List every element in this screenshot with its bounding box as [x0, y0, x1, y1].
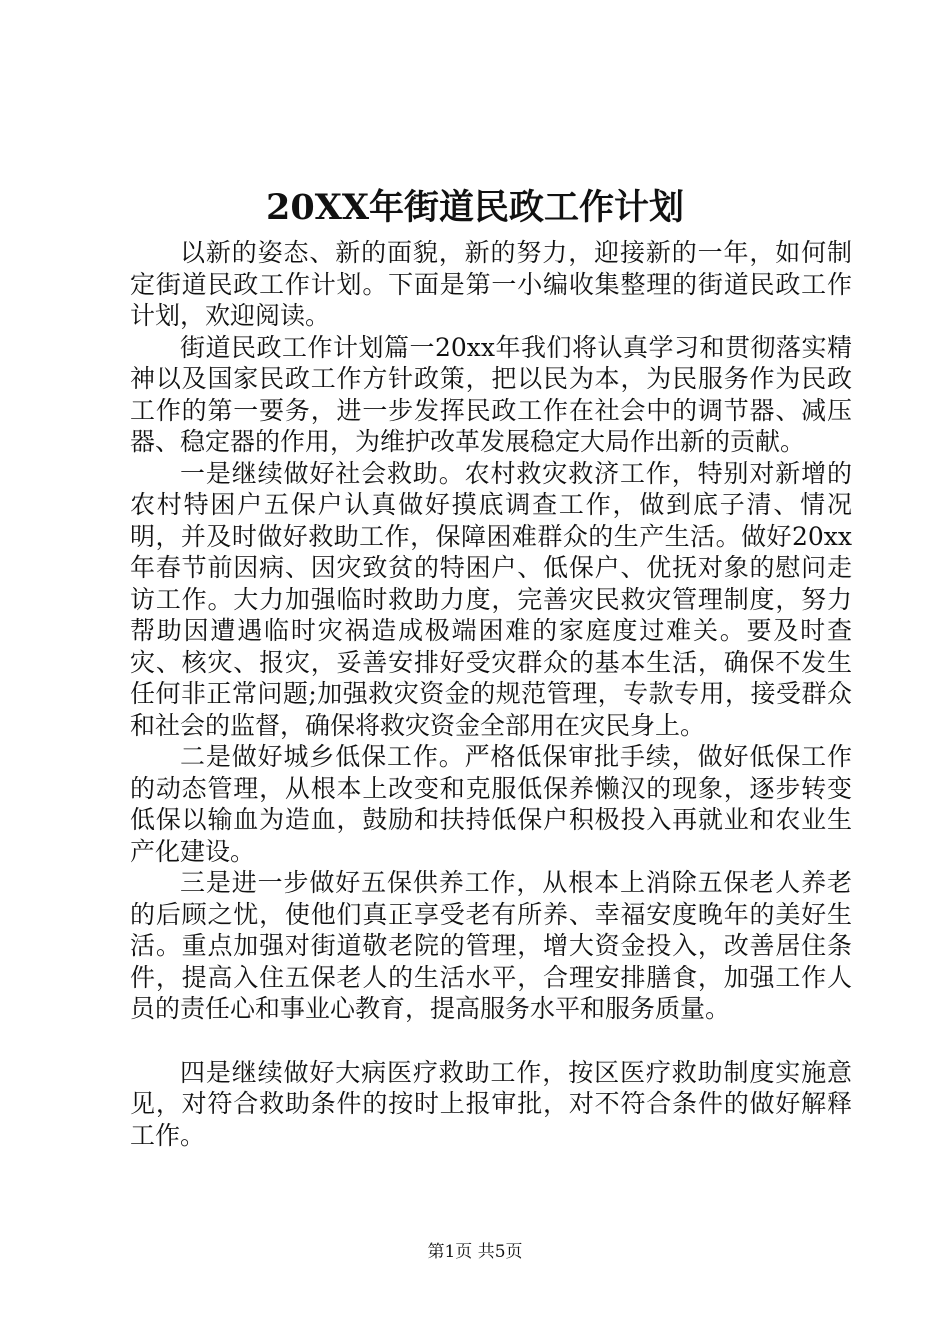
paragraph-minimum-living-security: 二是做好城乡低保工作。严格低保审批手续，做好低保工作的动态管理，从根本上改变和克服低保养懒汉的现象，逐步转变低保以输血为造血，鼓励和扶持低保户积极投入再就业和农业生产化建设。 [130, 742, 852, 866]
paragraph-medical-assistance: 四是继续做好大病医疗救助工作，按区医疗救助制度实施意见，对符合救助条件的按时上报审批，对不符合条件的做好解释工作。 [130, 1057, 852, 1150]
paragraph-social-assistance: 一是继续做好社会救助。农村救灾救济工作，特别对新增的农村特困户五保户认真做好摸底调查工作，做到底子清、情况明，并及时做好救助工作，保障困难群众的生产生活。做好20xx年春节前因病、因灾致贫的特困户、低保户、优抚对象的慰问走访工作。大力加强临时救助力度，完善灾民救灾管理制度，努力帮助因遭遇临时灾祸造成极端困难的家庭度过难关。要及时查灾、核灾、报灾，妥善安排好受灾群众的基本生活，确保不发生任何非正常问题;加强救灾资金的规范管理，专款专用，接受群众和社会的监督，确保将救灾资金全部用在灾民身上。 [130, 458, 852, 740]
document-body [130, 237, 852, 1151]
paragraph-overview: 街道民政工作计划篇一20xx年我们将认真学习和贯彻落实精神以及国家民政工作方针政策，把以民为本，为民服务作为民政工作的第一要务，进一步发挥民政工作在社会中的调节器、减压器、稳定器的作用，为维护改革发展稳定大局作出新的贡献。 [130, 332, 852, 456]
document-title: 20XX年街道民政工作计划 [265, 187, 685, 228]
paragraph-intro: 以新的姿态、新的面貌，新的努力，迎接新的一年，如何制定街道民政工作计划。下面是第一小编收集整理的街道民政工作计划，欢迎阅读。 [130, 238, 852, 330]
page-number: 第1页 共5页 [427, 1242, 523, 1262]
paragraph-five-guarantees: 三是进一步做好五保供养工作，从根本上消除五保老人养老的后顾之忧，使他们真正享受老有所养、幸福安度晚年的美好生活。重点加强对街道敬老院的管理，增大资金投入，改善居住条件，提高入住五保老人的生活水平，合理安排膳食，加强工作人员的责任心和事业心教育，提高服务水平和服务质量。 [130, 868, 852, 1023]
